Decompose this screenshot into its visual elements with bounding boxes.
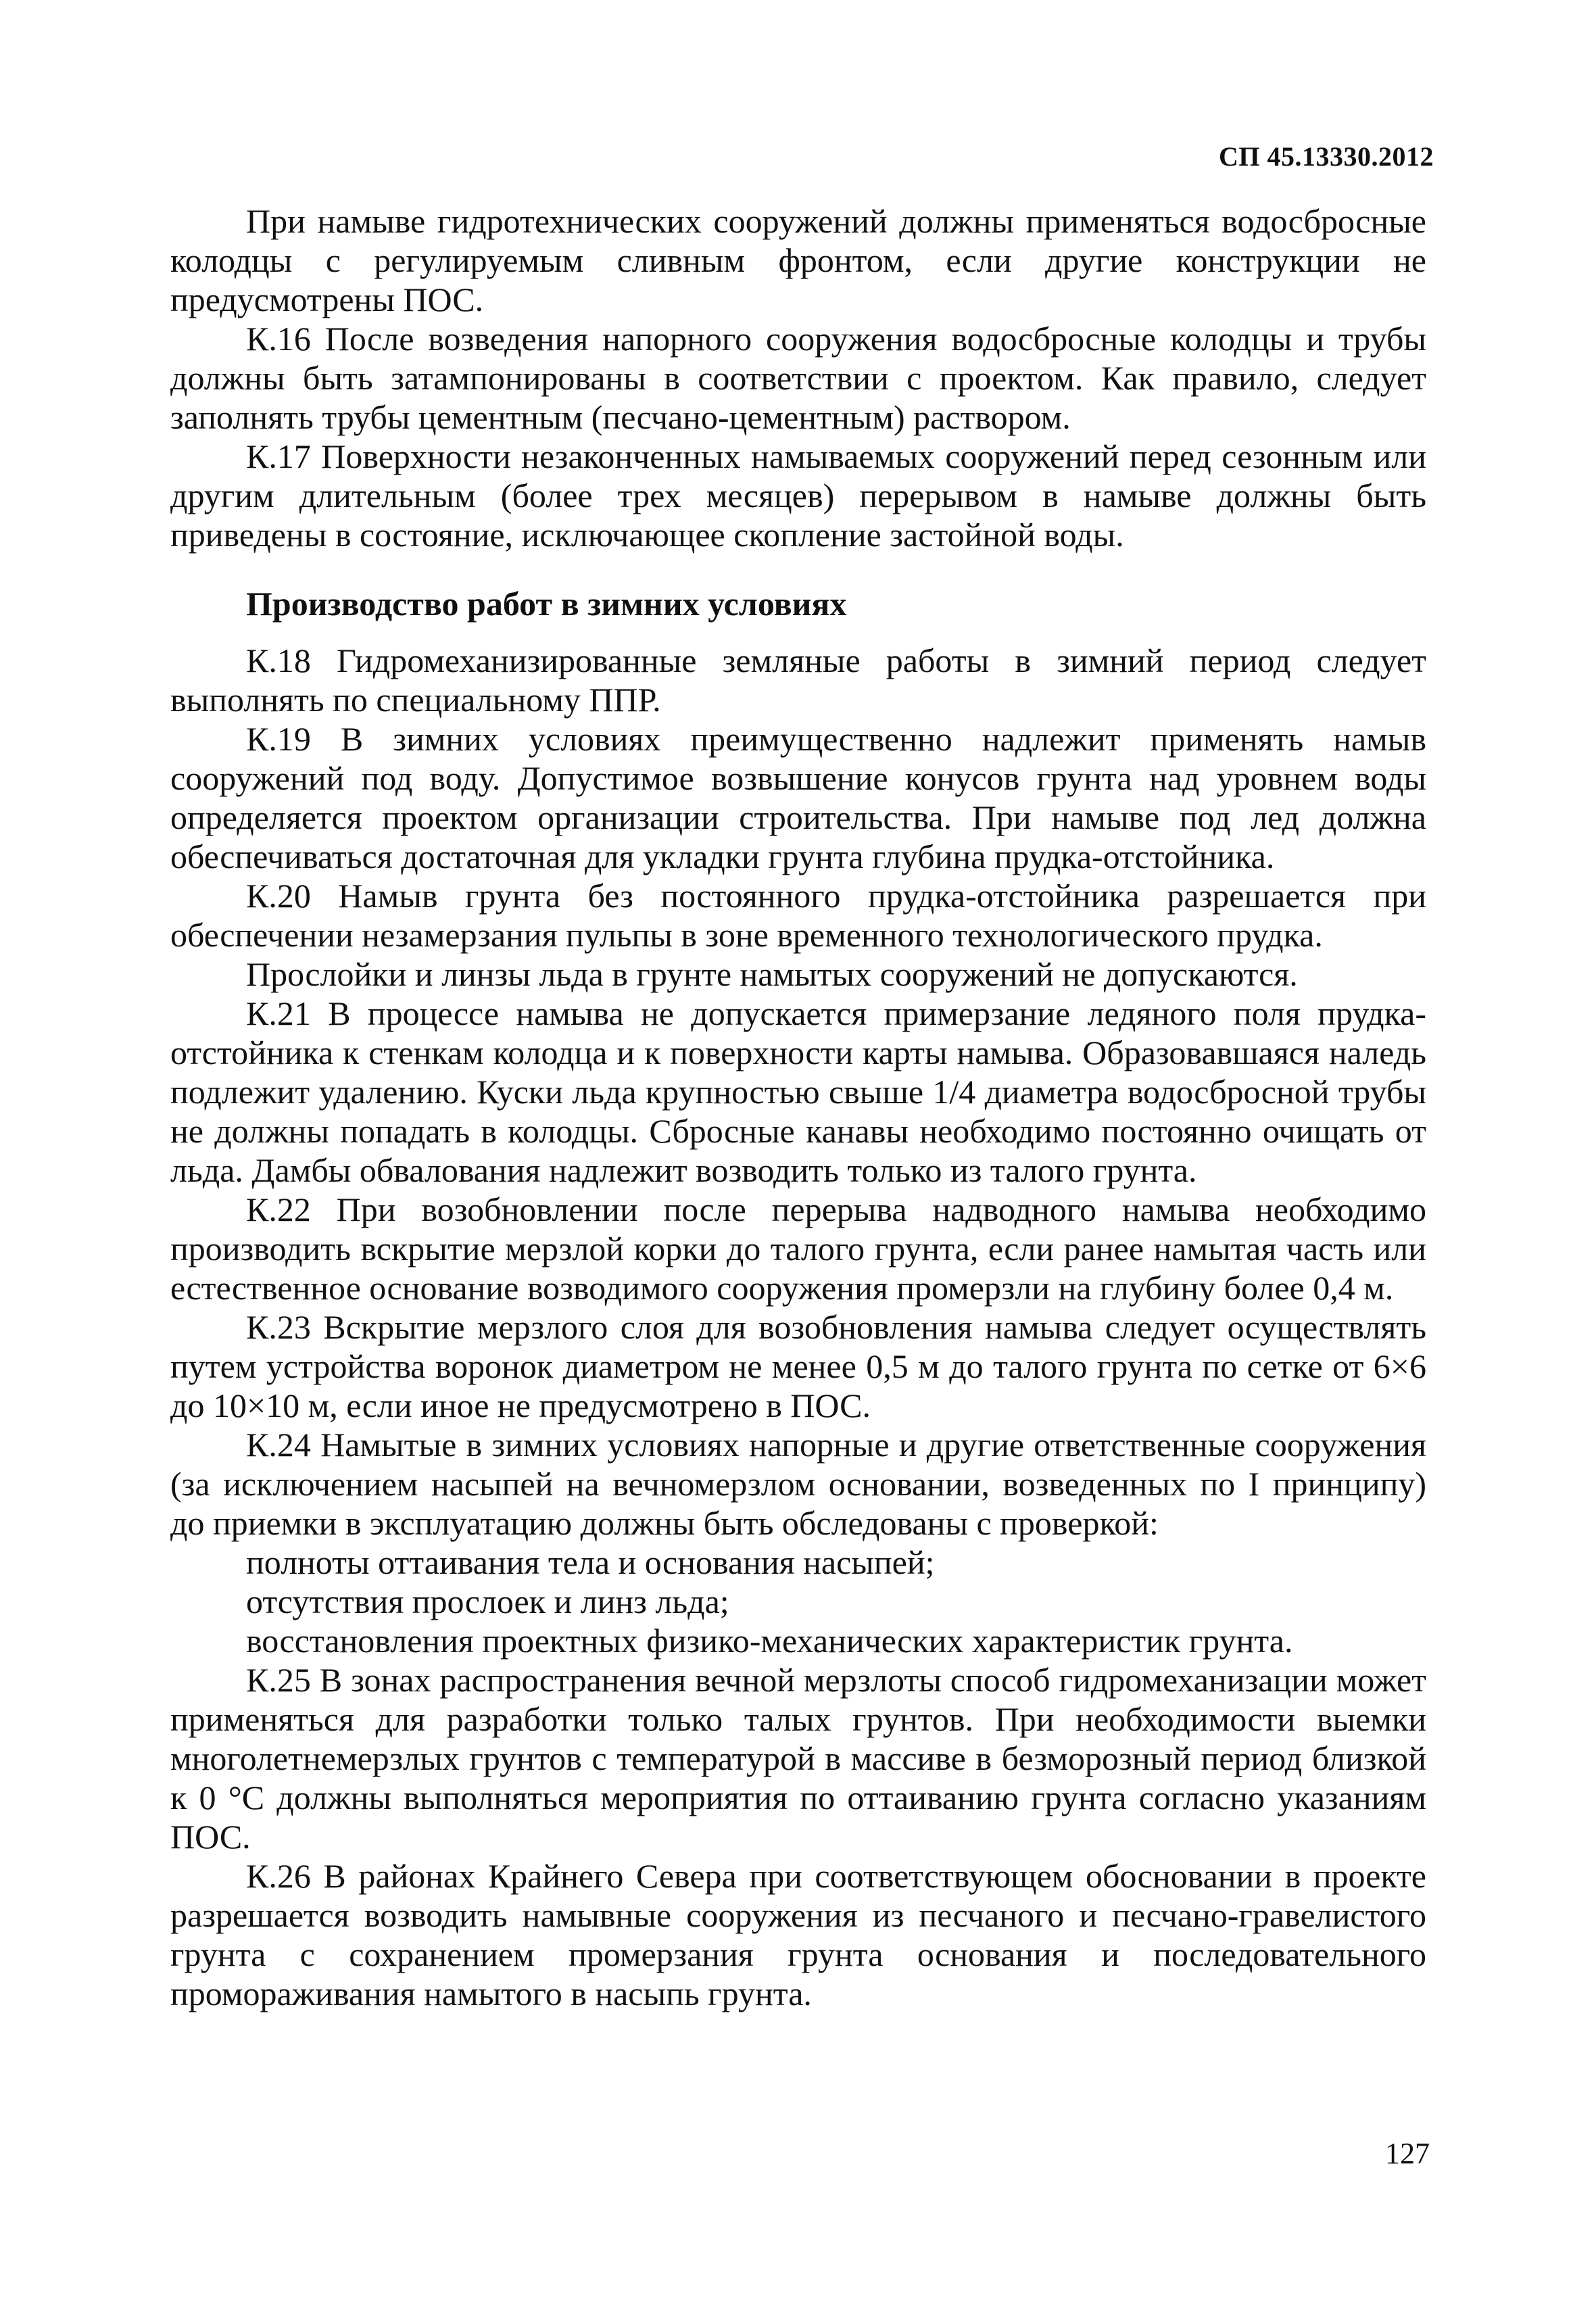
- paragraph-k21: К.21 В процессе намыва не допускается примерзание ледяного поля прудка-отстойника к стенкам колодца и к поверхности карты намыва. Образовавшаяся наледь подлежит удалению. Куски льда крупностью свыше 1/4 диаметра водосбросной трубы не должны попадать в колодцы. Сбросные канавы необходимо постоянно очищать от льда. Дамбы обвалования надлежит возводить только из талого грунта.: [170, 994, 1426, 1189]
- section-heading: Производство работ в зимних условиях: [246, 585, 847, 623]
- paragraph-k23: К.23 Вскрытие мерзлого слоя для возобновления намыва следует осуществлять путем устройства воронок диаметром не менее 0,5 м до талого грунта по сетке от 6×6 до 10×10 м, если иное не предусмотрено в ПОС.: [170, 1308, 1426, 1424]
- paragraph-k18: К.18 Гидромеханизированные земляные работы в зимний период следует выполнять по специальному ППР.: [170, 642, 1426, 719]
- page-number: 127: [1385, 2137, 1430, 2170]
- document-body: [170, 201, 1426, 2013]
- list-item: отсутствия прослоек и линз льда;: [246, 1583, 729, 1620]
- paragraph-k24: К.24 Намытые в зимних условиях напорные и другие ответственные сооружения (за исключением насыпей на вечномерзлом основании, возведенных по I принципу) до приемки в эксплуатацию должны быть обследованы с проверкой:: [170, 1426, 1426, 1542]
- paragraph-k25: К.25 В зонах распространения вечной мерзлоты способ гидромеханизации может применяться для разработки только талых грунтов. При необходимости выемки многолетнемерзлых грунтов с температурой в массиве в безморозный период близкой к 0 °С должны выполняться мероприятия по оттаиванию грунта согласно указаниям ПОС.: [170, 1661, 1426, 1856]
- paragraph-intro: При намыве гидротехнических сооружений должны применяться водосбросные колодцы с регулируемым сливным фронтом, если другие конструкции не предусмотрены ПОС.: [170, 202, 1426, 318]
- paragraph-k19: К.19 В зимних условиях преимущественно надлежит применять намыв сооружений под воду. Допустимое возвышение конусов грунта над уровнем воды определяется проектом организации строительства. При намыве под лед должна обеспечиваться достаточная для укладки грунта глубина прудка-отстойника.: [170, 720, 1426, 875]
- paragraph-k20: К.20 Намыв грунта без постоянного прудка-отстойника разрешается при обеспечении незамерзания пульпы в зоне временного технологического прудка.: [170, 877, 1426, 954]
- paragraph-ice-lenses: Прослойки и линзы льда в грунте намытых сооружений не допускаются.: [246, 955, 1298, 993]
- list-item: полноты оттаивания тела и основания насыпей;: [246, 1543, 935, 1581]
- list-item: восстановления проектных физико-механических характеристик грунта.: [246, 1622, 1293, 1660]
- paragraph-k17: К.17 Поверхности незаконченных намываемых сооружений перед сезонным или другим длительным (более трех месяцев) перерывом в намыве должны быть приведены в состояние, исключающее скопление застойной воды.: [170, 437, 1426, 554]
- document-code: СП 45.13330.2012: [1219, 141, 1434, 172]
- paragraph-k26: К.26 В районах Крайнего Севера при соответствующем обосновании в проекте разрешается возводить намывные сооружения из песчаного и песчано-гравелистого грунта с сохранением промерзания грунта основания и последовательного промораживания намытого в насыпь грунта.: [170, 1857, 1426, 2012]
- paragraph-k22: К.22 При возобновлении после перерыва надводного намыва необходимо производить вскрытие мерзлой корки до талого грунта, если ранее намытая часть или естественное основание возводимого сооружения промерзли на глубину более 0,4 м.: [170, 1190, 1426, 1307]
- paragraph-k16: К.16 После возведения напорного сооружения водосбросные колодцы и трубы должны быть затампонированы в соответствии с проектом. Как правило, следует заполнять трубы цементным (песчано-цементным) раствором.: [170, 320, 1426, 436]
